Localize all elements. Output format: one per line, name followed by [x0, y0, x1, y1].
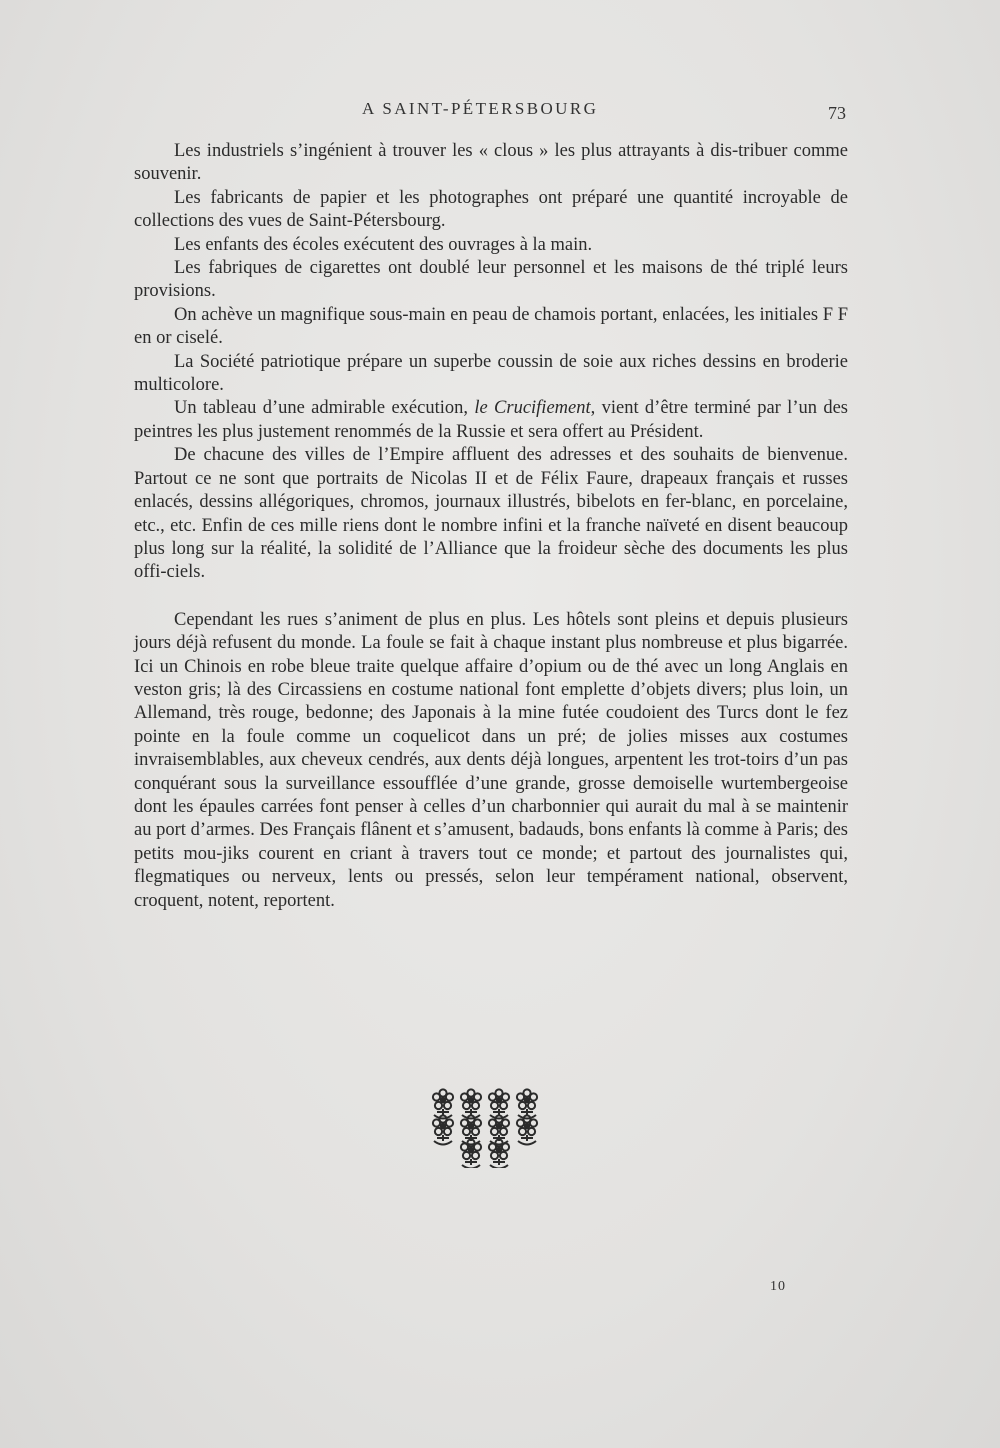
painting-title: le Crucifiement — [474, 398, 591, 419]
signature-mark: 10 — [770, 1279, 786, 1294]
running-title: A SAINT-PÉTERSBOURG — [362, 99, 599, 118]
painting-text-after: , vient d’être terminé par l’un des peintres les plus justement renommés de la Russie et sera offert au Président. — [134, 398, 848, 442]
body-text — [134, 140, 848, 913]
painting-paragraph — [134, 397, 848, 444]
floral-ornament-icon — [430, 1086, 540, 1168]
paragraph: Cependant les rues s’animent de plus en plus. Les hôtels sont pleins et depuis plusieurs jours déjà refusent du monde. La foule se fait à chaque instant plus nombreuse et plus bigarrée. Ici un Chinois en robe bleue traite quelque affaire d’opium ou de thé avec un long Anglais en veston gris; là des Circassiens en costume national font emplette d’objets divers; plus loin, un Allemand, très rouge, bedonne; des Japonais à la mine futée coudoient des Turcs dont le fez pointe en la foule comme un coquelicot dans un pré; de jolies misses aux costumes invraisemblables, aux cheveux cendrés, aux dents déjà longues, arpentent les trot-toirs d’un pas conquérant sous la surveillance essoufflée d’une grande, grosse demoiselle wurtembergeoise dont les épaules carrées font penser à celles d’un charbonnier qui aurait du mal à se maintenir au port d’armes. Des Français flânent et s’amusent, badauds, bons enfants là comme à Paris; des petits mou-jiks courent en criant à travers tout ce monde; et partout des journalistes qui, flegmatiques ou nerveux, lents ou pressés, selon leur tempérament national, observent, croquent, notent, reportent. — [134, 609, 848, 911]
painting-text-before: Un tableau d’une admirable exécution, — [174, 398, 475, 419]
paragraph: Les fabriques de cigarettes ont doublé leur personnel et les maisons de thé triplé leurs provisions. — [134, 258, 848, 302]
paragraph: De chacune des villes de l’Empire affluent des adresses et des souhaits de bienvenue. Partout ce ne sont que portraits de Nicolas II et de Félix Faure, drapeaux français et russes enlacés, dessins allégoriques, chromos, journaux illustrés, bibelots en fer-blanc, en porcelaine, etc., etc. Enfin de ces mille riens dont le nombre infini et la franche naïveté en disent beaucoup plus long sur la réalité, la solidité de l’Alliance que la froideur sèche des documents les plus offi-ciels. — [134, 445, 848, 583]
paragraph: Les enfants des écoles exécutent des ouvrages à la main. — [174, 234, 593, 255]
section-gap — [134, 585, 848, 609]
paragraph: La Société patriotique prépare un superbe coussin de soie aux riches dessins en broderie multicolore. — [134, 351, 848, 396]
paragraph: On achève un magnifique sous-main en peau de chamois portant, enlacées, les initiales F F en or ciselé. — [134, 304, 848, 349]
page-number: 73 — [828, 103, 846, 123]
running-head — [0, 99, 1000, 129]
paragraph: Les fabricants de papier et les photographes ont préparé une quantité incroyable de collections des vues de Saint-Pétersbourg. — [134, 187, 848, 232]
paragraph: Les industriels s’ingénient à trouver les « clous » les plus attrayants à dis-tribuer comme souvenir. — [134, 141, 848, 185]
